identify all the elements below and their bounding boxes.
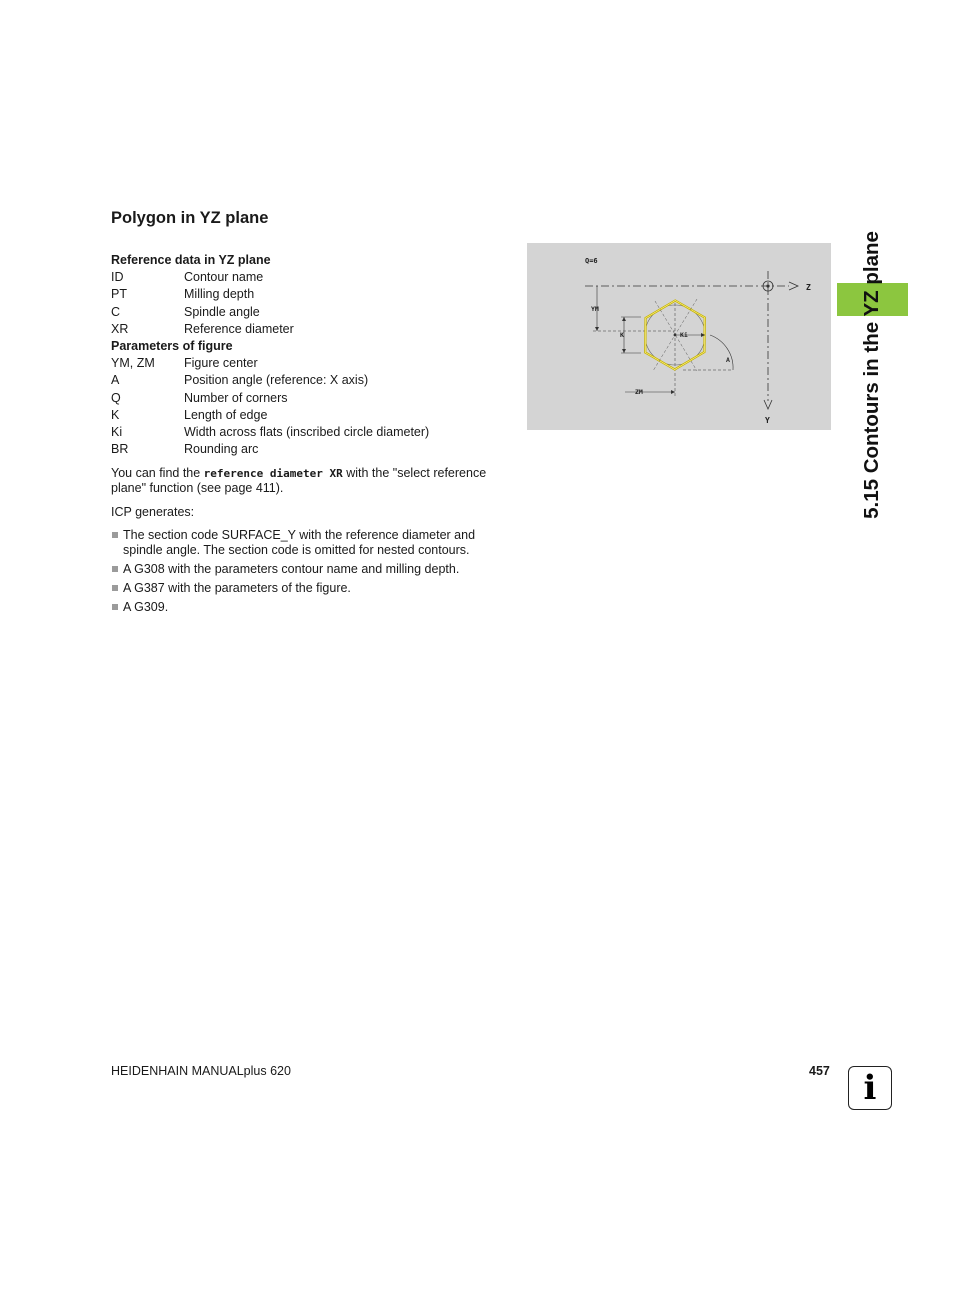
param-key: BR xyxy=(111,442,129,457)
z-arrow-icon xyxy=(789,282,798,290)
list-item: A G387 with the parameters of the figure. xyxy=(111,581,501,596)
param-desc: Rounding arc xyxy=(184,442,259,457)
k-label: K xyxy=(620,331,624,339)
a-label: A xyxy=(726,356,730,364)
footer-product: HEIDENHAIN MANUALplus 620 xyxy=(111,1064,291,1078)
param-desc: Width across flats (inscribed circle diameter) xyxy=(184,425,430,440)
q-label: Q=6 xyxy=(585,257,598,265)
param-key: A xyxy=(111,373,120,388)
param-desc: Milling depth xyxy=(184,287,255,302)
param-key: K xyxy=(111,407,120,422)
param-key: PT xyxy=(111,287,127,302)
param-desc: Number of corners xyxy=(184,390,288,405)
z-label: Z xyxy=(806,283,811,292)
k-arrow-top-icon xyxy=(622,317,626,321)
list-item: A G308 with the parameters contour name and milling depth. xyxy=(111,562,501,577)
param-row xyxy=(111,390,501,407)
param-desc: Figure center xyxy=(184,356,258,371)
param-row xyxy=(111,441,501,458)
figure-params-heading: Parameters of figure xyxy=(111,339,233,354)
y-arrow-icon xyxy=(764,400,772,409)
icp-intro: ICP generates: xyxy=(111,505,195,520)
note-text-before: You can find the xyxy=(111,466,204,481)
section-heading: Polygon in YZ plane xyxy=(111,209,269,227)
param-row xyxy=(111,424,501,441)
chapter-side-title: 5.15 Contours in the YZ plane xyxy=(860,231,883,519)
page-number: 457 xyxy=(809,1064,830,1078)
ym-label: YM xyxy=(591,305,599,313)
note-text-after: with the "select reference plane" function (see page 411). xyxy=(111,466,487,496)
note-code: reference diameter XR xyxy=(203,467,343,481)
param-key: ID xyxy=(111,270,124,285)
info-glyph: i xyxy=(863,1068,877,1108)
center-point xyxy=(674,334,677,337)
param-row xyxy=(111,304,501,321)
polygon-diagram-svg xyxy=(527,243,831,430)
y-label: Y xyxy=(765,416,770,425)
param-row xyxy=(111,372,501,389)
zm-arrow-icon xyxy=(671,390,675,394)
reference-note xyxy=(111,466,501,496)
ki-label: Ki xyxy=(680,331,688,339)
a-angle-arc xyxy=(710,335,733,370)
param-key: C xyxy=(111,304,121,319)
zm-label: ZM xyxy=(635,388,643,396)
reference-data-heading: Reference data in YZ plane xyxy=(111,253,271,267)
k-arrow-bottom-icon xyxy=(622,349,626,353)
content-column xyxy=(111,252,501,619)
polygon-diagram xyxy=(527,243,831,430)
param-desc: Spindle angle xyxy=(184,304,260,319)
param-desc: Reference diameter xyxy=(184,321,294,336)
list-item: The section code SURFACE_Y with the reference diameter and spindle angle. The section code is omitted for nested contours. xyxy=(111,528,501,558)
origin-dot-icon xyxy=(766,284,769,287)
param-row xyxy=(111,269,501,286)
param-desc: Length of edge xyxy=(184,407,268,422)
param-desc: Position angle (reference: X axis) xyxy=(184,373,369,388)
param-row xyxy=(111,355,501,372)
param-row xyxy=(111,407,501,424)
ym-arrow-icon xyxy=(595,327,599,331)
param-key: YM, ZM xyxy=(111,356,155,371)
param-key: Q xyxy=(111,390,121,405)
param-row xyxy=(111,286,501,303)
list-item: A G309. xyxy=(111,600,501,615)
info-icon xyxy=(848,1066,892,1110)
param-desc: Contour name xyxy=(184,270,264,285)
param-row xyxy=(111,321,501,338)
param-key: XR xyxy=(111,321,129,336)
param-key: Ki xyxy=(111,425,123,440)
icp-bullet-list xyxy=(111,528,501,615)
